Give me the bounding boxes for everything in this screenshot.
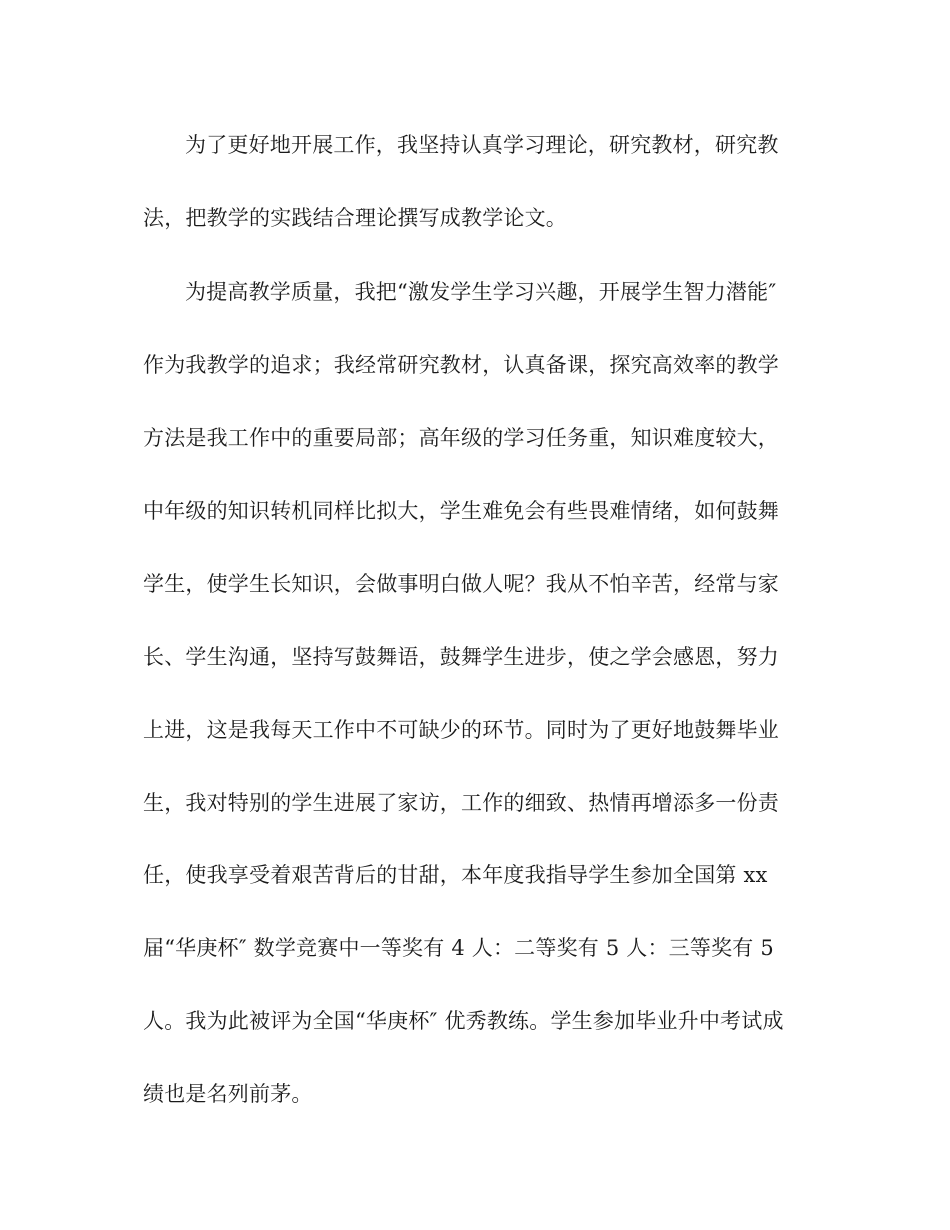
paragraph-2-line-7: 上进，这是我每天工作中不可缺少的环节。同时为了更好地鼓舞毕业 [143,718,779,742]
paragraph-2-line-2: 作为我教学的追求；我经常研究教材，认真备课，探究高效率的教学 [143,353,779,377]
paragraph-2-line-4: 中年级的知识转机同样比拟大，学生难免会有些畏难情绪，如何鼓舞 [143,499,779,523]
paragraph-2-line-1: 为提高教学质量，我把“激发学生学习兴趣，开展学生智力潜能″ [185,280,777,304]
paragraph-2-line-12: 绩也是名列前茅。 [143,1082,313,1106]
paragraph-2-line-6: 长、学生沟通，坚持写鼓舞语，鼓舞学生进步，使之学会感恩，努力 [143,645,779,669]
paragraph-2-line-5: 学生，使学生长知识，会做事明白做人呢？我从不怕辛苦，经常与家 [143,572,779,596]
paragraph-2-line-9: 任，使我享受着艰苦背后的甘甜，本年度我指导学生参加全国第 xx [143,863,768,887]
paragraph-1-line-1: 为了更好地开展工作，我坚持认真学习理论，研究教材，研究教 [185,133,779,157]
paragraph-1-line-2: 法，把教学的实践结合理论撰写成教学论文。 [143,206,567,230]
paragraph-2-line-8: 生，我对特别的学生进展了家访，工作的细致、热情再增添多一份责 [143,791,779,815]
paragraph-2-line-11: 人。我为此被评为全国“华庚杯″ 优秀教练。学生参加毕业升中考试成 [143,1009,784,1033]
paragraph-2-line-10: 届“华庚杯″ 数学竞赛中一等奖有 4 人：二等奖有 5 人：三等奖有 5 [143,936,774,960]
paragraph-2-line-3: 方法是我工作中的重要局部；高年级的学习任务重，知识难度较大， [143,426,779,450]
